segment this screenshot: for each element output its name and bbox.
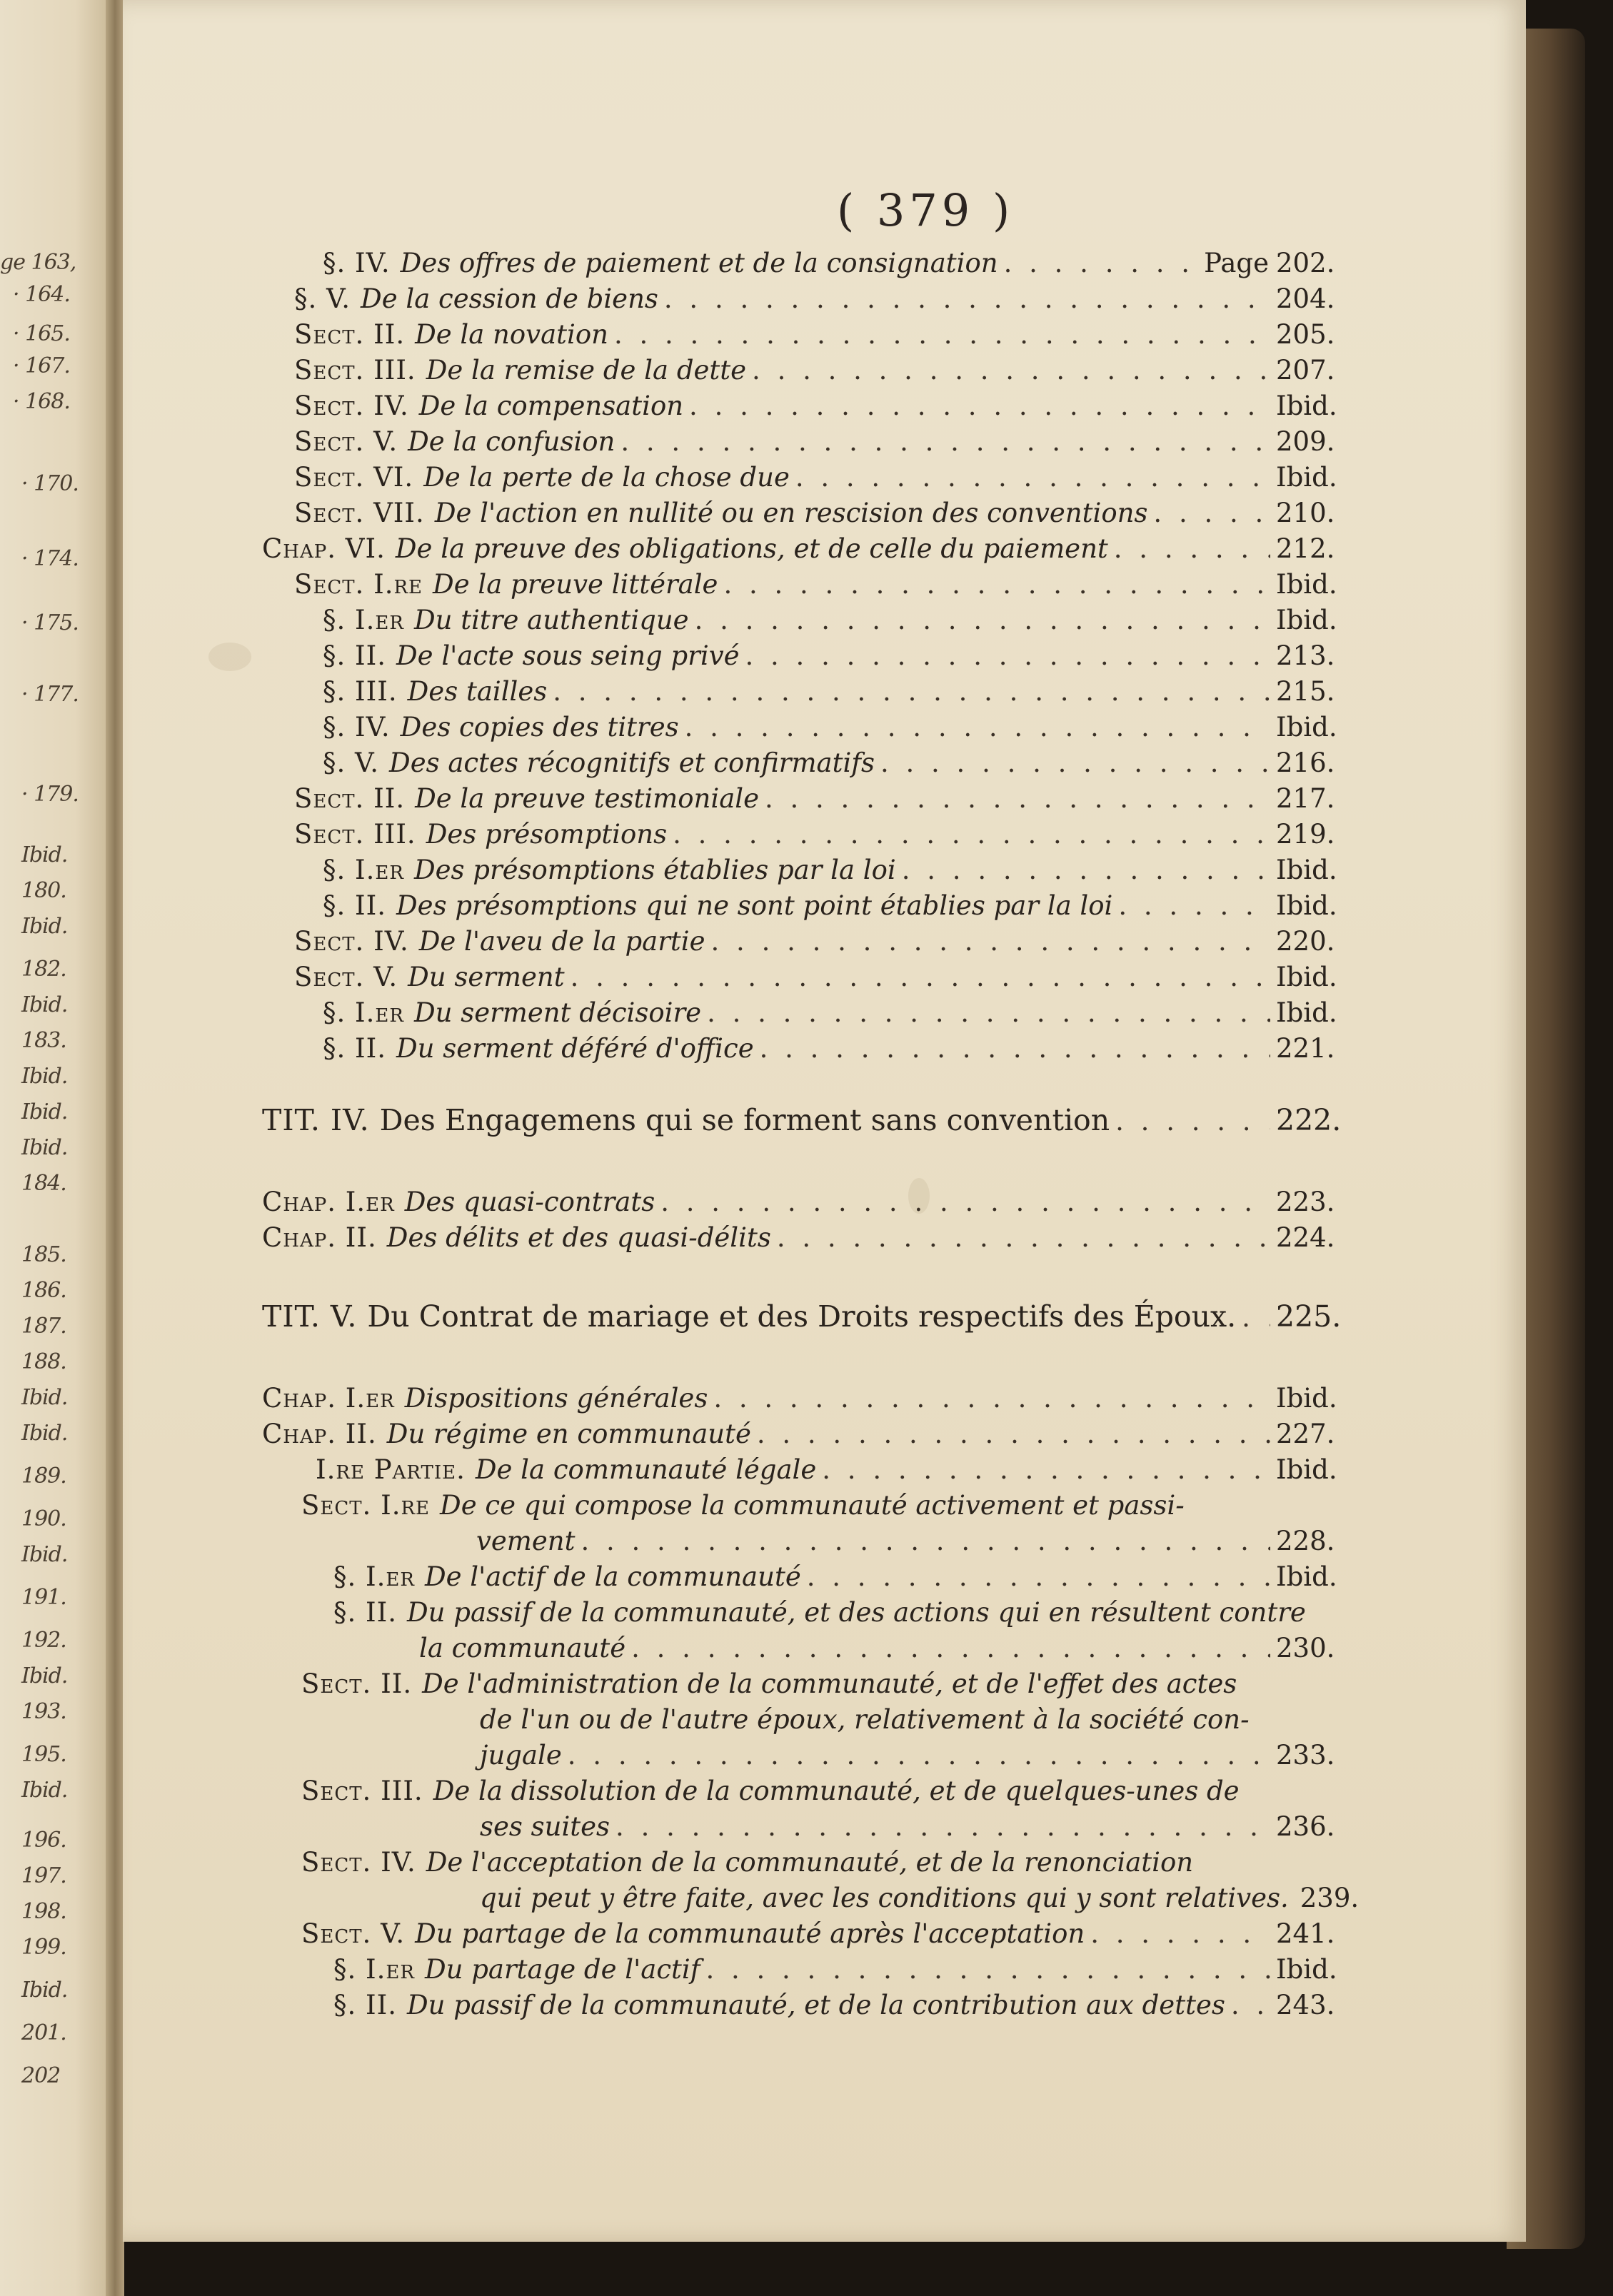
toc-entry	[333, 1988, 1333, 2023]
toc-title: Du partage de la communauté après l'acceptation	[415, 1918, 1085, 1949]
dot-leader	[1090, 1917, 1270, 1951]
toc-label: Sect. IV.	[294, 391, 409, 421]
toc-label: Sect. V.	[294, 962, 398, 992]
dot-leader	[713, 1381, 1270, 1416]
margin-ref: 195.	[21, 1742, 66, 1767]
dot-leader	[745, 639, 1271, 673]
margin-ref: Ibid.	[21, 1421, 68, 1446]
toc-title: Du serment décisoire	[413, 997, 702, 1028]
toc-page: Ibid.	[1276, 1561, 1337, 1592]
dot-leader	[620, 425, 1270, 459]
toc-entry	[294, 782, 1333, 816]
toc-page: 221.	[1276, 1033, 1335, 1064]
toc-entry	[323, 639, 1333, 673]
toc-entry	[323, 710, 1337, 745]
toc-title: Des copies des titres	[400, 712, 679, 742]
toc-page: Ibid.	[1276, 462, 1337, 493]
toc-title: Des actes récognitifs et confirmatifs	[389, 747, 875, 778]
toc-page: 222.	[1276, 1103, 1342, 1137]
toc-entry	[301, 1774, 1333, 1808]
toc-page: 239.	[1300, 1883, 1360, 1913]
toc-entry	[294, 568, 1337, 602]
margin-ref: 186.	[21, 1278, 66, 1303]
dot-leader	[707, 996, 1270, 1030]
toc-page: 241.	[1276, 1918, 1335, 1949]
toc-label: Sect. II.	[294, 783, 406, 814]
toc-title: Du passif de la communauté, et des actions qui en résultent contre	[407, 1597, 1306, 1628]
dot-leader	[902, 853, 1270, 887]
toc-label: Sect. V.	[301, 1918, 406, 1949]
toc-label: I.re Partie.	[316, 1454, 466, 1485]
toc-page: 212.	[1276, 533, 1335, 564]
toc-entry	[323, 889, 1337, 923]
dot-leader	[615, 1810, 1270, 1844]
toc-title: De la confusion	[408, 426, 615, 457]
toc-title-continued: jugale	[480, 1740, 562, 1771]
toc-entry	[262, 1299, 1342, 1334]
dot-leader	[1114, 532, 1270, 566]
margin-ref: 182.	[21, 957, 66, 982]
toc-title: De la cession de biens	[361, 283, 658, 314]
dot-leader	[752, 353, 1270, 388]
toc-title: De l'acte sous seing privé	[396, 640, 740, 671]
dot-leader	[581, 1524, 1270, 1559]
toc-title: De la preuve testimoniale	[415, 783, 759, 814]
toc-page: 243.	[1276, 1990, 1335, 2020]
toc-label: Sect. V.	[294, 426, 398, 457]
toc-entry	[323, 1032, 1333, 1066]
toc-page: Ibid.	[1276, 1454, 1337, 1485]
toc-page: 202.	[1276, 248, 1335, 278]
toc-entry	[323, 246, 1333, 281]
margin-ref: Ibid.	[21, 1542, 68, 1567]
toc-entry-continuation	[476, 1524, 1333, 1559]
toc-entry-continuation	[480, 1738, 1333, 1773]
margin-ref: 187.	[21, 1314, 66, 1339]
toc-entry	[323, 853, 1337, 887]
toc-entry	[323, 746, 1333, 780]
toc-page: 219.	[1276, 819, 1335, 850]
toc-title: De l'action en nullité ou en rescision des conventions	[434, 498, 1148, 528]
toc-entry	[333, 1596, 1333, 1630]
toc-page: 209.	[1276, 426, 1335, 457]
toc-entry	[301, 1667, 1333, 1701]
toc-entry	[333, 1953, 1337, 1987]
facing-page	[0, 0, 107, 2296]
toc-label: Chap. II.	[262, 1419, 377, 1449]
margin-ref: 188.	[21, 1349, 66, 1374]
toc-title: De la compensation	[418, 391, 684, 421]
dot-leader	[807, 1560, 1270, 1594]
margin-ref: 183.	[21, 1028, 66, 1053]
dot-leader	[685, 710, 1270, 745]
dot-leader	[765, 782, 1270, 816]
margin-references	[0, 0, 107, 2296]
toc-page: 228.	[1276, 1526, 1335, 1556]
margin-ref: · 177.	[21, 682, 79, 707]
margin-ref: 185.	[21, 1242, 66, 1267]
toc-entry	[294, 282, 1333, 316]
page-number: ( 379 )	[837, 184, 1015, 236]
margin-ref: · 174.	[21, 546, 79, 571]
toc-label: §. I.er	[323, 997, 404, 1028]
toc-page: 227.	[1276, 1419, 1335, 1449]
foxing-spot	[208, 643, 251, 671]
toc-title: Du serment	[408, 962, 565, 992]
margin-ref: Ibid.	[21, 1099, 68, 1124]
toc-title: De la communauté légale	[475, 1454, 817, 1485]
toc-entry	[323, 603, 1337, 638]
dot-leader	[777, 1221, 1270, 1255]
margin-ref: 184.	[21, 1171, 66, 1196]
toc-entry-continuation	[419, 1631, 1333, 1666]
toc-title: Du serment déféré d'office	[396, 1033, 754, 1064]
toc-title: De l'actif de la communauté	[424, 1561, 801, 1592]
margin-ref: 201.	[21, 2020, 66, 2045]
toc-entry-continuation	[480, 1881, 1360, 1915]
toc-title: De la preuve des obligations, et de celle du paiement	[395, 533, 1108, 564]
toc-entry	[262, 1185, 1333, 1219]
dot-leader	[568, 1738, 1270, 1773]
margin-ref: · 165.	[13, 321, 70, 346]
toc-page: Ibid.	[1276, 569, 1337, 600]
toc-entry	[262, 1221, 1333, 1255]
page-prefix: Page	[1204, 248, 1269, 278]
toc-label: §. V.	[323, 747, 380, 778]
toc-page: 204.	[1276, 283, 1335, 314]
toc-label: TIT. IV.	[262, 1103, 370, 1137]
toc-label: §. IV.	[323, 712, 391, 742]
toc-label: Chap. II.	[262, 1222, 377, 1253]
toc-page: 216.	[1276, 747, 1335, 778]
toc-page: 207.	[1276, 355, 1335, 386]
toc-page: Ibid.	[1276, 997, 1337, 1028]
margin-ref: 196.	[21, 1828, 66, 1853]
toc-entry	[301, 1917, 1333, 1951]
margin-ref: 189.	[21, 1464, 66, 1489]
toc-label: Sect. III.	[294, 819, 416, 850]
toc-label: TIT. V.	[262, 1299, 358, 1334]
toc-page: 215.	[1276, 676, 1335, 707]
dot-leader	[760, 1032, 1270, 1066]
toc-label: §. II.	[323, 1033, 387, 1064]
toc-label: §. I.er	[323, 855, 404, 885]
toc-title-continued: la communauté	[419, 1633, 626, 1663]
toc-page: 224.	[1276, 1222, 1335, 1253]
margin-ref: Ibid.	[21, 1663, 68, 1688]
toc-label: Sect. III.	[301, 1776, 423, 1806]
toc-page: Ibid.	[1276, 1954, 1337, 1985]
toc-label: Sect. IV.	[294, 926, 409, 957]
toc-entry	[294, 318, 1333, 352]
margin-ref: 180.	[21, 878, 66, 903]
toc-page: Ibid.	[1276, 391, 1337, 421]
toc-page: 233.	[1276, 1740, 1335, 1771]
toc-entry	[323, 996, 1337, 1030]
toc-entry	[294, 425, 1333, 459]
toc-label: Sect. III.	[294, 355, 416, 386]
toc-title: Des quasi-contrats	[404, 1187, 655, 1217]
toc-label: §. I.er	[323, 605, 404, 635]
toc-label: §. V.	[294, 283, 351, 314]
toc-title-continued: ses suites	[480, 1811, 610, 1842]
toc-page: 223.	[1276, 1187, 1335, 1217]
toc-page: Ibid.	[1276, 1383, 1337, 1414]
toc-label: §. IV.	[323, 248, 391, 278]
toc-title: Du partage de l'actif	[424, 1954, 700, 1985]
margin-ref: 193.	[21, 1699, 66, 1724]
toc-label: Sect. II.	[294, 319, 406, 350]
toc-title: Des délits et des quasi-délits	[386, 1222, 771, 1253]
dot-leader	[1231, 1988, 1270, 2023]
dot-leader	[795, 460, 1270, 495]
toc-entry	[262, 1381, 1337, 1416]
toc-title: De la preuve littérale	[433, 569, 718, 600]
toc-title: Des offres de paiement et de la consignation	[400, 248, 998, 278]
toc-label: Sect. II.	[301, 1668, 413, 1699]
toc-title: Des tailles	[407, 676, 548, 707]
toc-title: De l'administration de la communauté, et de l'effet des actes	[422, 1668, 1237, 1699]
dot-leader	[711, 925, 1270, 959]
margin-ref: Ibid.	[21, 992, 68, 1017]
dot-leader	[1115, 1104, 1270, 1139]
margin-ref: · 167.	[13, 353, 70, 378]
dot-leader	[664, 282, 1270, 316]
dot-leader	[1242, 1301, 1270, 1335]
margin-ref: Ibid.	[21, 1385, 68, 1410]
toc-label: Chap. VI.	[262, 533, 386, 564]
toc-title: Du passif de la communauté, et de la contribution aux dettes	[407, 1990, 1225, 2020]
toc-entry	[316, 1453, 1337, 1487]
margin-ref: · 179.	[21, 782, 79, 807]
toc-title: De la novation	[415, 319, 608, 350]
toc-entry	[294, 817, 1333, 852]
toc-label: §. I.er	[333, 1561, 415, 1592]
toc-label: §. II.	[333, 1990, 398, 2020]
toc-label: Sect. IV.	[301, 1847, 416, 1878]
toc-page: Ibid.	[1276, 962, 1337, 992]
toc-title-continued: qui peut y être faite, avec les conditions qui y sont relatives.	[480, 1883, 1289, 1913]
dot-leader	[631, 1631, 1270, 1666]
dot-leader	[757, 1417, 1270, 1451]
dot-leader	[1153, 496, 1270, 530]
toc-entry	[333, 1560, 1337, 1594]
toc-title: De l'aveu de la partie	[418, 926, 705, 957]
toc-label: Chap. I.er	[262, 1383, 395, 1414]
toc-label: §. II.	[323, 890, 387, 921]
toc-entry	[262, 1103, 1342, 1137]
toc-title: De la dissolution de la communauté, et de quelques-unes de	[433, 1776, 1240, 1806]
dot-leader	[822, 1453, 1270, 1487]
toc-title: Du régime en communauté	[386, 1419, 751, 1449]
toc-page: Ibid.	[1276, 855, 1337, 885]
dot-leader	[689, 389, 1270, 423]
toc-entry	[294, 925, 1333, 959]
toc-entry	[301, 1489, 1333, 1523]
toc-page: 213.	[1276, 640, 1335, 671]
toc-label: Chap. I.er	[262, 1187, 395, 1217]
toc-label: §. II.	[323, 640, 387, 671]
toc-title: Des présomptions qui ne sont point établies par la loi	[396, 890, 1113, 921]
toc-entry	[262, 532, 1333, 566]
dot-leader	[1004, 246, 1199, 281]
book-page	[123, 0, 1526, 2242]
toc-label: §. I.er	[333, 1954, 415, 1985]
toc-entry-continuation	[480, 1810, 1333, 1844]
toc-entry	[294, 389, 1337, 423]
toc-label: Sect. I.re	[301, 1490, 431, 1521]
margin-ref: · 164.	[13, 282, 70, 307]
toc-label: §. II.	[333, 1597, 398, 1628]
toc-label: Sect. I.re	[294, 569, 423, 600]
toc-page: Ibid.	[1276, 605, 1337, 635]
margin-ref: 191.	[21, 1585, 66, 1610]
toc-entry	[294, 353, 1333, 388]
toc-entry	[294, 496, 1333, 530]
toc-page: 236.	[1276, 1811, 1335, 1842]
margin-ref: 199.	[21, 1935, 66, 1960]
dot-leader	[660, 1185, 1270, 1219]
toc-page: 217.	[1276, 783, 1335, 814]
margin-ref: ge 163,	[0, 250, 76, 275]
margin-ref: · 170.	[21, 471, 79, 496]
toc-entry	[294, 460, 1337, 495]
dot-leader	[695, 603, 1270, 638]
margin-ref: Ibid.	[21, 1064, 68, 1089]
margin-ref: · 175.	[21, 610, 79, 635]
toc-title: De l'acceptation de la communauté, et de la renonciation	[426, 1847, 1194, 1878]
toc-title: De la remise de la dette	[426, 355, 747, 386]
margin-ref: Ibid.	[21, 1978, 68, 2003]
toc-title: Des présomptions	[426, 819, 668, 850]
toc-page: 230.	[1276, 1633, 1335, 1663]
toc-page: Ibid.	[1276, 890, 1337, 921]
toc-entry	[323, 675, 1333, 709]
dot-leader	[673, 817, 1270, 852]
toc-entry	[294, 960, 1337, 995]
dot-leader	[614, 318, 1270, 352]
book-gutter	[106, 0, 124, 2296]
toc-page: Ibid.	[1276, 712, 1337, 742]
toc-page: 210.	[1276, 498, 1335, 528]
margin-ref: 202	[21, 2063, 61, 2088]
toc-title: Du titre authentique	[413, 605, 689, 635]
dot-leader	[723, 568, 1270, 602]
margin-ref: Ibid.	[21, 842, 68, 867]
toc-title: Dispositions générales	[404, 1383, 708, 1414]
toc-label: Sect. VI.	[294, 462, 414, 493]
toc-label: §. III.	[323, 676, 398, 707]
margin-ref: 197.	[21, 1863, 66, 1888]
toc-title: Du Contrat de mariage et des Droits respectifs des Époux.	[367, 1299, 1237, 1334]
dot-leader	[705, 1953, 1270, 1987]
dot-leader	[1118, 889, 1270, 923]
dot-leader	[553, 675, 1270, 709]
margin-ref: 192.	[21, 1628, 66, 1653]
toc-entry	[301, 1846, 1333, 1880]
dot-leader	[571, 960, 1270, 995]
toc-title: Des présomptions établies par la loi	[413, 855, 896, 885]
dot-leader	[880, 746, 1270, 780]
toc-page: 205.	[1276, 319, 1335, 350]
margin-ref: Ibid.	[21, 914, 68, 939]
toc-page: 220.	[1276, 926, 1335, 957]
margin-ref: 198.	[21, 1899, 66, 1924]
toc-title-continued: de l'un ou de l'autre époux, relativement à la société con-	[480, 1704, 1250, 1735]
toc-title: De ce qui compose la communauté activement et passi-	[440, 1490, 1185, 1521]
toc-page: 225.	[1276, 1299, 1342, 1334]
toc-title: De la perte de la chose due	[423, 462, 790, 493]
toc-title-continued: vement	[476, 1526, 576, 1556]
toc-entry	[262, 1417, 1333, 1451]
toc-title: Des Engagemens qui se forment sans convention	[379, 1103, 1110, 1137]
margin-ref: 190.	[21, 1506, 66, 1531]
margin-ref: Ibid.	[21, 1135, 68, 1160]
margin-ref: · 168.	[13, 389, 70, 414]
margin-ref: Ibid.	[21, 1778, 68, 1803]
toc-label: Sect. VII.	[294, 498, 425, 528]
